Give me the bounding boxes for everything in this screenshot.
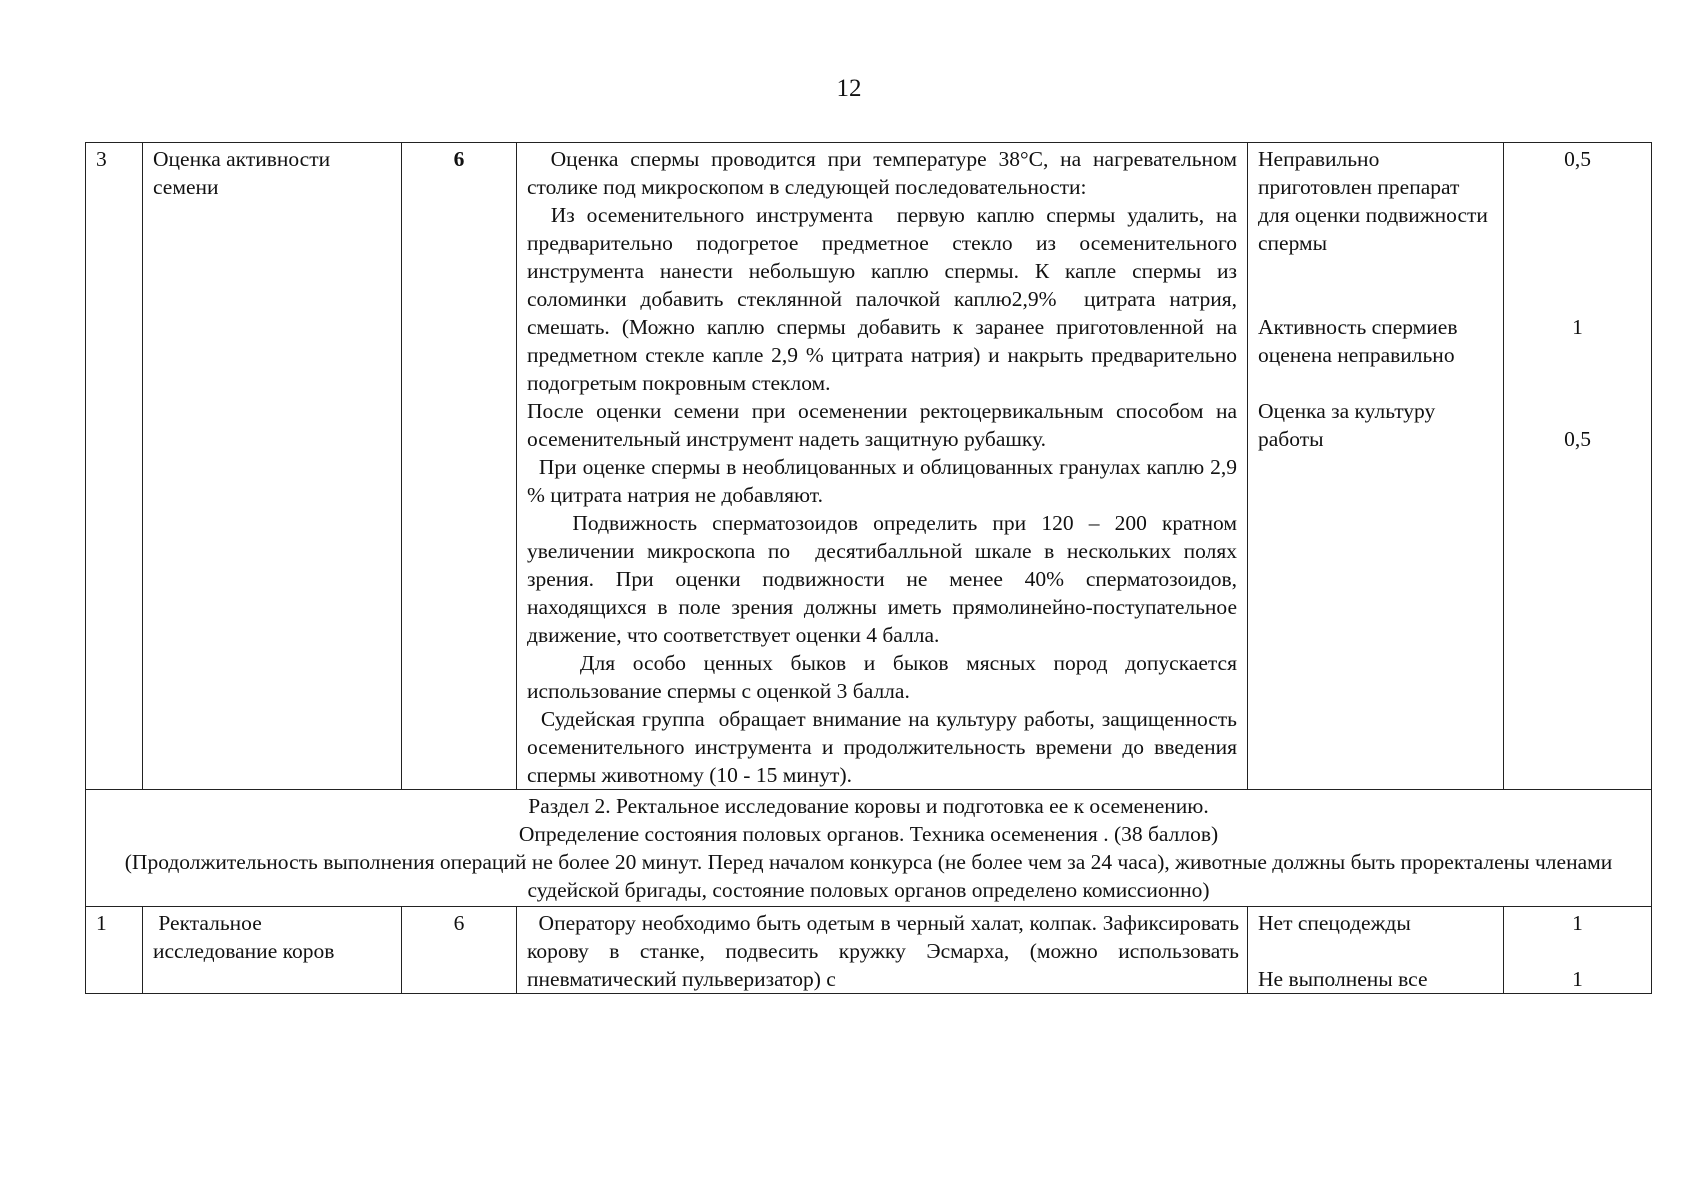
score-value: 0,5 — [1564, 147, 1591, 171]
description-paragraph: После оценки семени при осеменении ректоцервикальным способом на осеменительный инструмент надеть защитную рубашку. — [527, 399, 1243, 451]
scores-cell — [1504, 907, 1652, 994]
criterion: Неправильно приготовлен препарат для оценки подвижности спермы — [1258, 147, 1488, 255]
max-points: 6 — [402, 907, 517, 994]
criterion: Активность спермиев оценена неправильно — [1258, 315, 1458, 367]
description-paragraph: Судейская группа обращает внимание на культуру работы, защищенность осеменительного инструмента и продолжительность времени до введения спермы животному (10 - 15 минут). — [527, 707, 1243, 787]
section-subtitle: Определение состояния половых органов. Техника осеменения . (38 баллов) — [518, 822, 1219, 846]
section-header — [86, 790, 1652, 907]
table-row — [86, 143, 1652, 790]
scores-cell — [1504, 143, 1652, 790]
section-header-row — [86, 790, 1652, 907]
task-description — [517, 143, 1248, 790]
scoring-table — [85, 142, 1652, 994]
criterion: Нет спецодежды — [1258, 911, 1411, 935]
description-paragraph: Оператору необходимо быть одетым в черный халат, колпак. Зафиксировать корову в станке, подвесить кружку Эсмарха, (можно использовать пневматический пульверизатор) с — [527, 911, 1245, 991]
criteria-cell — [1248, 143, 1504, 790]
description-paragraph: Для особо ценных быков и быков мясных пород допускается использование спермы с оценкой 3 балла. — [527, 651, 1243, 703]
criterion: Не выполнены все — [1258, 967, 1428, 991]
description-paragraph: Подвижность сперматозоидов определить при 120 – 200 кратном увеличении микроскопа по десятибалльной шкале в нескольких полях зрения. При оценки подвижности не менее 40% сперматозоидов, находящихся в поле зрения должны иметь прямолинейно-поступательное движение, что соответствует оценки 4 балла. — [527, 511, 1243, 647]
row-number: 1 — [86, 907, 143, 994]
description-paragraph: Из осеменительного инструмента первую каплю спермы удалить, на предварительно подогретое предметное стекло из осеменительного инструмента нанести небольшую каплю спермы. К капле спермы из соломинки добавить стеклянной палочкой каплю2,9% цитрата натрия, смешать. (Можно каплю спермы добавить к заранее приготовленной на предметном стекле капле 2,9 % цитрата натрия) и накрыть предварительно подогретым покровным стеклом. — [527, 203, 1243, 395]
max-points: 6 — [402, 143, 517, 790]
criterion: Оценка за культуру работы — [1258, 399, 1436, 451]
section-title: Раздел 2. Ректальное исследование коровы и подготовка ее к осеменению. — [528, 794, 1209, 818]
task-title: Ректальное исследование коров — [143, 907, 402, 994]
description-paragraph: При оценке спермы в необлицованных и облицованных гранулах каплю 2,9 % цитрата натрия не добавляют. — [527, 455, 1243, 507]
score-value: 1 — [1572, 911, 1583, 935]
score-value: 0,5 — [1564, 427, 1591, 451]
table-row — [86, 907, 1652, 994]
score-value: 1 — [1572, 315, 1583, 339]
description-paragraph: Оценка спермы проводится при температуре 38°С, на нагревательном столике под микроскопом в следующей последовательности: — [527, 147, 1243, 199]
task-description — [517, 907, 1248, 994]
score-value: 1 — [1572, 967, 1583, 991]
row-number: 3 — [86, 143, 143, 790]
section-note: (Продолжительность выполнения операций не более 20 минут. Перед началом конкурса (не более чем за 24 часа), животные должны быть проректалены членами судейской бригады, состояние половых органов определено комиссионно) — [124, 850, 1613, 902]
page-number: 12 — [836, 75, 862, 102]
criteria-cell — [1248, 907, 1504, 994]
task-title: Оценка активности семени — [143, 143, 402, 790]
